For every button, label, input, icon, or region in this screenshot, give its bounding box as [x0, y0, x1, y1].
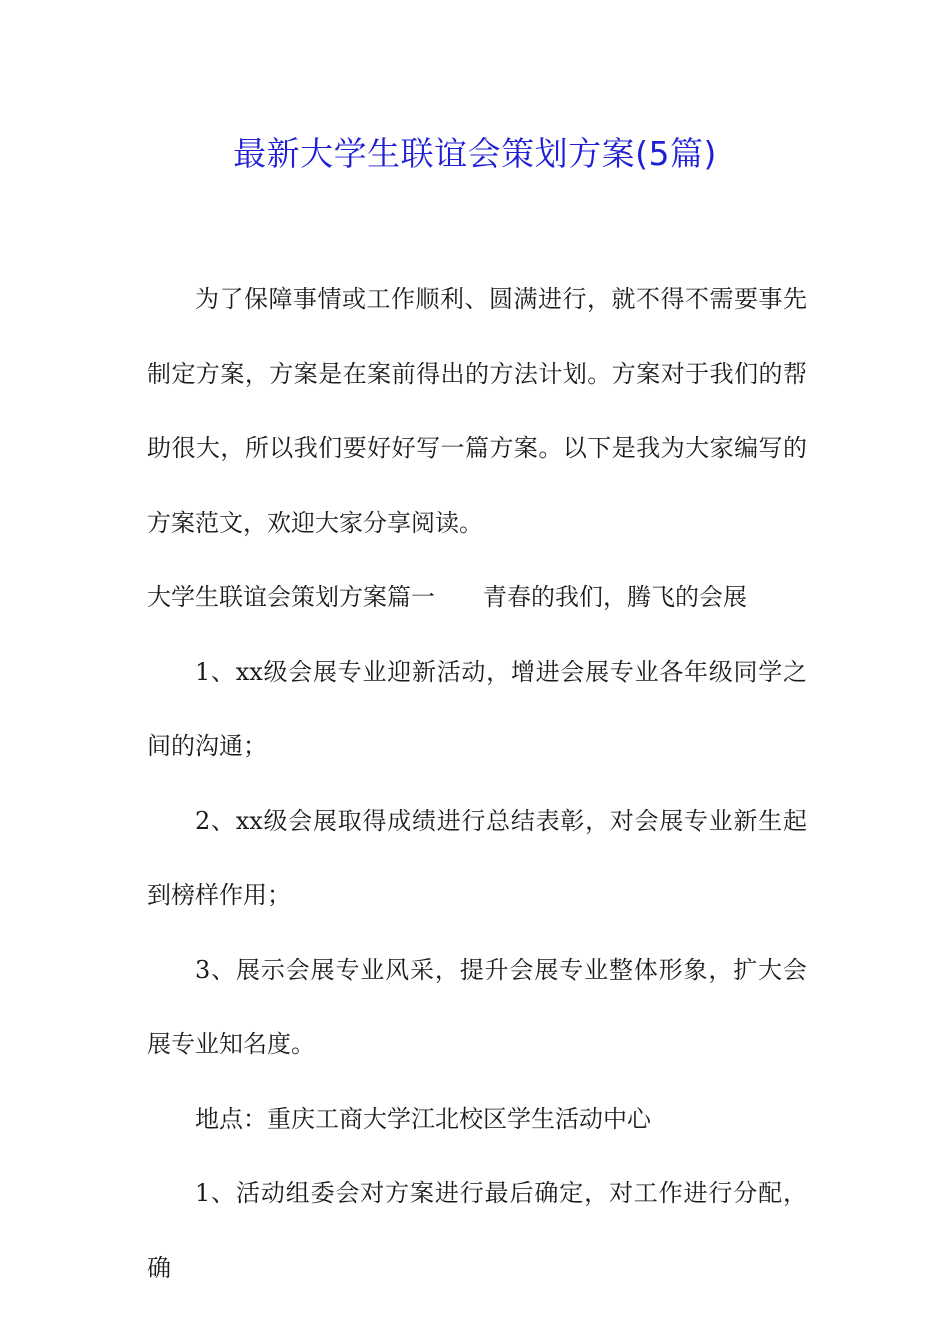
section-heading: 大学生联谊会策划方案篇一 青春的我们，腾飞的会展	[147, 583, 747, 611]
list-item: 1、活动组委会对方案进行最后确定，对工作进行分配，确	[147, 1179, 807, 1282]
location-paragraph: 地点：重庆工商大学江北校区学生活动中心	[195, 1104, 651, 1133]
list-item: 1、xx级会展专业迎新活动，增进会展专业各年级同学之间的沟通；	[147, 657, 807, 760]
intro-paragraph: 为了保障事情或工作顺利、圆满进行，就不得不需要事先制定方案，方案是在案前得出的方法计划。方案对于我们的帮助很大，所以我们要好好写一篇方案。以下是我为大家编写的方案范文，欢迎大家分享阅读。	[147, 285, 807, 537]
document-title: 最新大学生联谊会策划方案(5篇)	[233, 134, 717, 173]
list-item: 2、xx级会展取得成绩进行总结表彰，对会展专业新生起到榜样作用；	[147, 806, 807, 909]
list-item: 3、展示会展专业风采，提升会展专业整体形象，扩大会展专业知名度。	[147, 955, 807, 1058]
document-body	[147, 262, 807, 1305]
